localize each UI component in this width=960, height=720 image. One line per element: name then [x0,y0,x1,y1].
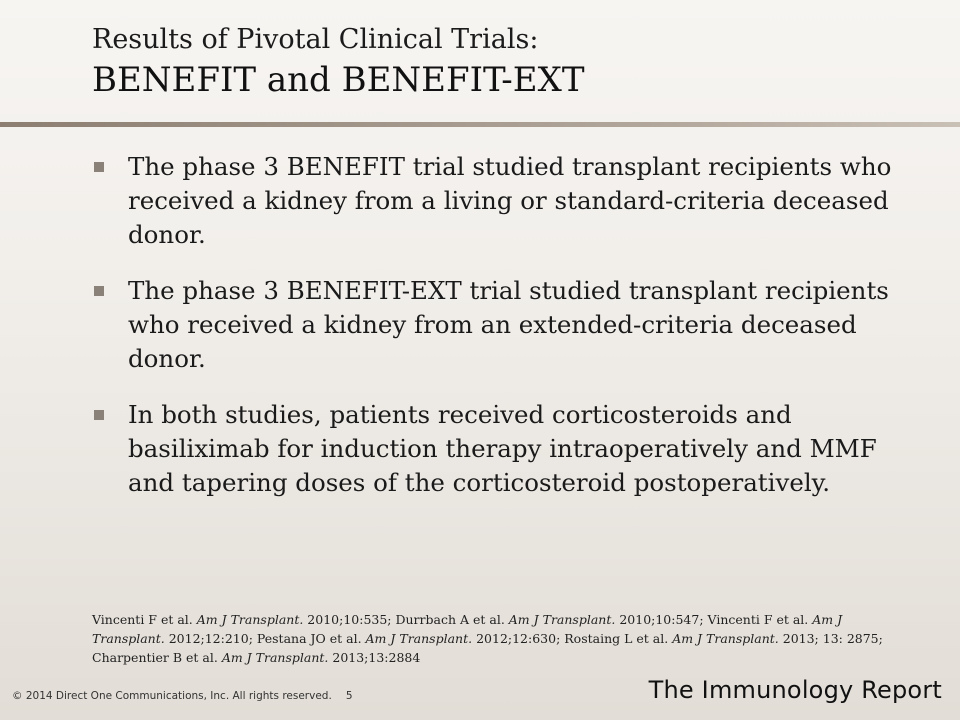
square-bullet-icon [94,410,104,420]
page-number: 5 [345,690,353,702]
bullet-text: In both studies, patients received corticosteroids and basiliximab for induction therapy intraoperatively and MMF and tapering doses of the corticosteroid postoperatively. [128,400,877,497]
copyright-text: © 2014 Direct One Communications, Inc. All rights reserved. [12,690,332,702]
ref-journal: Am J Transplant. [508,612,616,627]
ref-journal: Am J Transplant. [672,631,779,646]
ref-text: 2013; 13: 2875; Charpentier B et al. [92,631,883,665]
ref-text: 2010;10:535; Durrbach A et al. [303,612,509,627]
title-divider [0,122,960,127]
bullet-item [92,398,892,500]
slide-title [92,22,932,102]
bullet-item [92,274,892,376]
footer [12,690,353,702]
brand-logo-text: The Immunology Report [648,676,942,704]
references [92,610,892,667]
ref-journal: Am J Transplant. [221,650,329,665]
bullet-item [92,150,892,252]
ref-journal: Am J Transplant. [365,631,473,646]
square-bullet-icon [94,162,104,172]
square-bullet-icon [94,286,104,296]
ref-text: 2013;13:2884 [328,650,421,665]
ref-text: Vincenti F et al. [92,612,197,627]
ref-text: 2012;12:210; Pestana JO et al. [164,631,366,646]
bullet-list [92,150,892,522]
ref-journal: Am J Transplant. [92,612,843,646]
title-line-2: BENEFIT and BENEFIT-EXT [92,60,585,100]
ref-journal: Am J Transplant. [196,612,304,627]
title-line-1: Results of Pivotal Clinical Trials: [92,24,539,55]
ref-text: 2012;12:630; Rostaing L et al. [472,631,673,646]
ref-text: 2010;10:547; Vincenti F et al. [615,612,813,627]
bullet-text: The phase 3 BENEFIT trial studied transplant recipients who received a kidney from a living or standard-criteria deceased donor. [128,152,892,249]
bullet-text: The phase 3 BENEFIT-EXT trial studied transplant recipients who received a kidney from an extended-criteria deceased donor. [128,276,889,373]
